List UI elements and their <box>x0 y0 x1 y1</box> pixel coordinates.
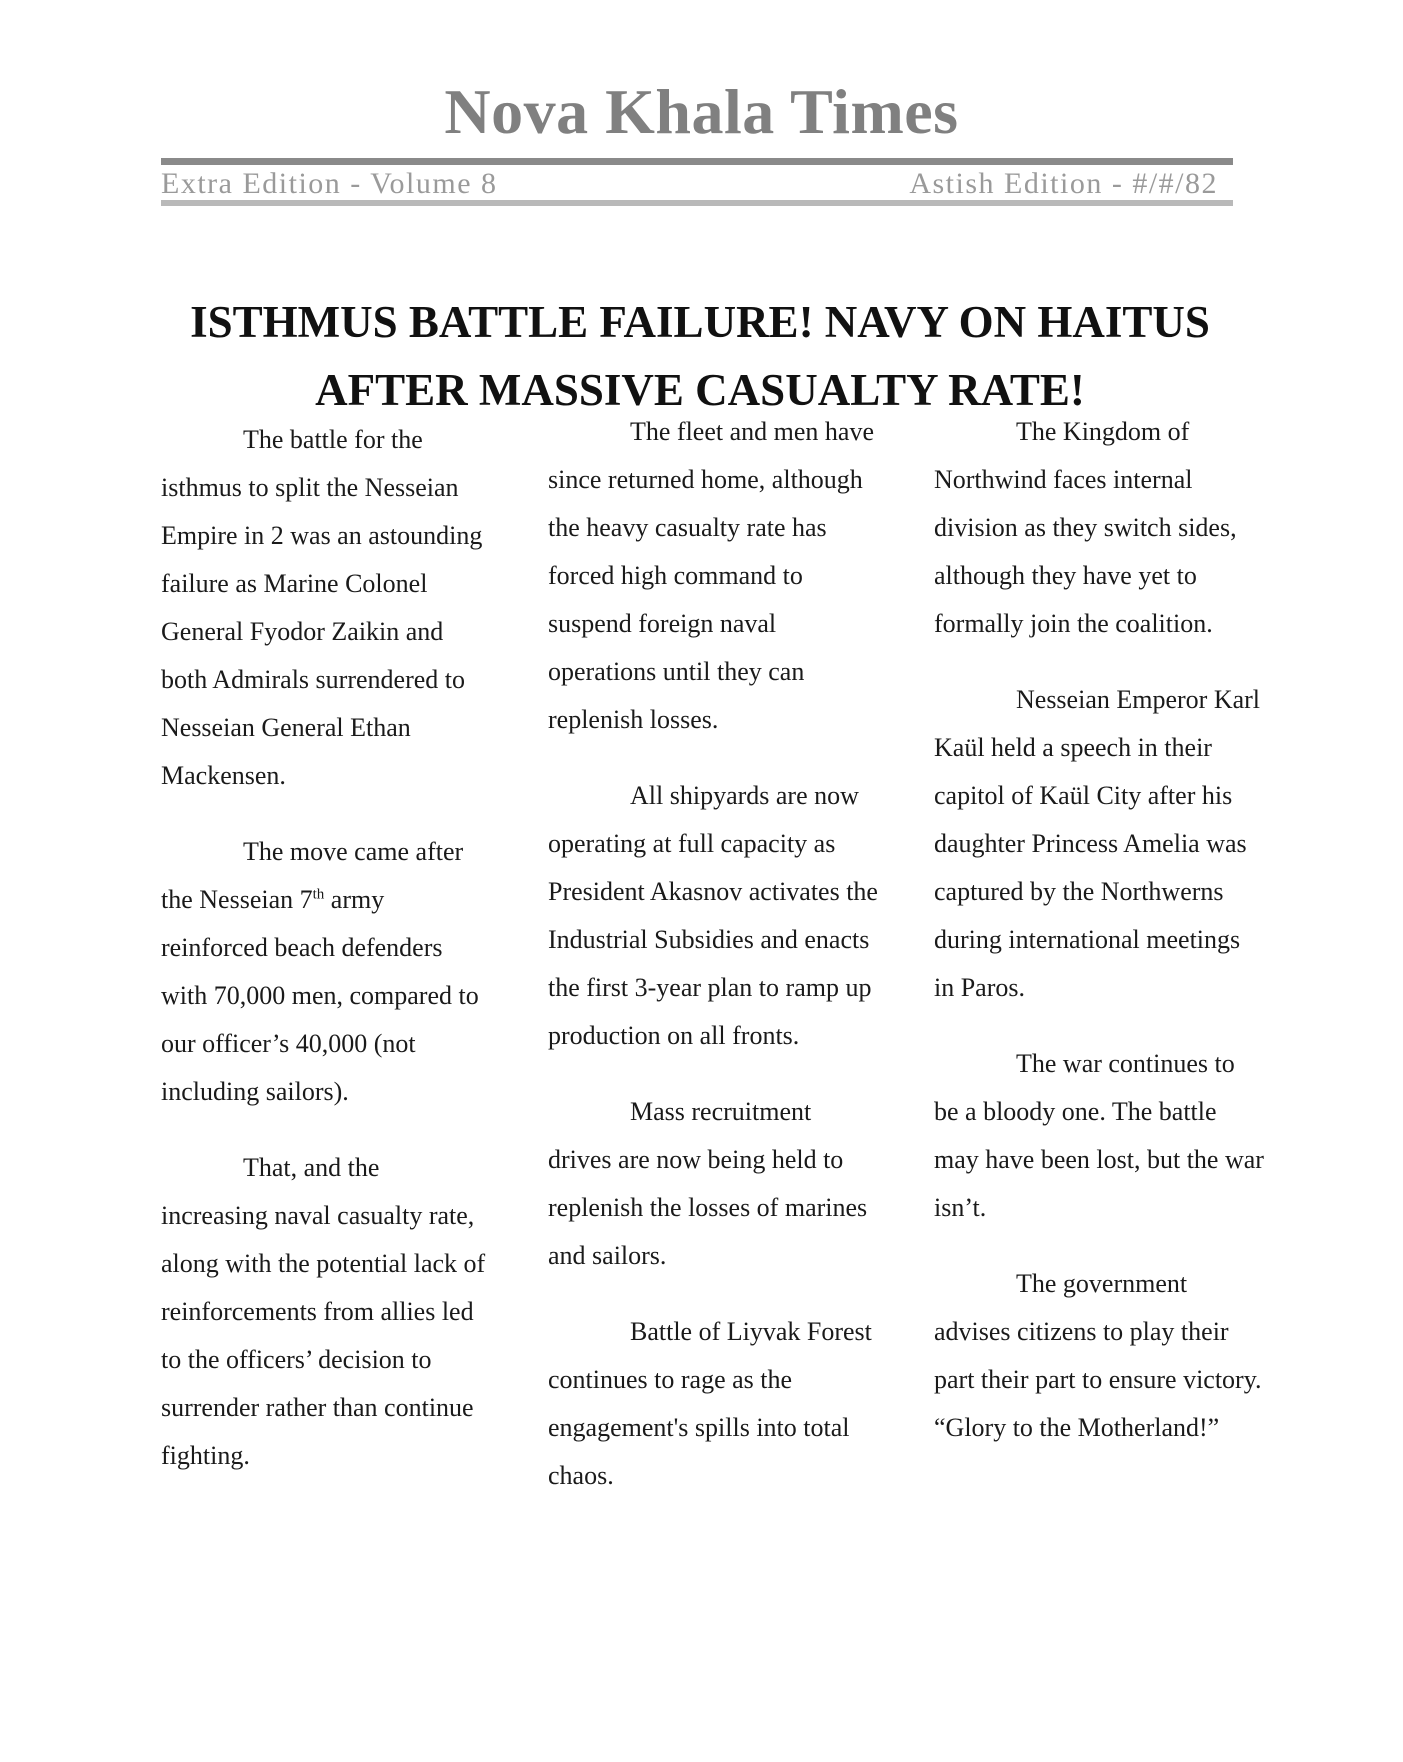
masthead-title: Nova Khala Times <box>444 76 959 147</box>
masthead-rule-bottom <box>161 200 1233 206</box>
article-paragraph: The war continues to be a bloody one. The battle may have been lost, but the war isn’t. <box>934 1049 1264 1222</box>
article-column-1 <box>161 416 491 1480</box>
article-paragraph: The government advises citizens to play their part their part to ensure victory. “Glory to the Motherland!” <box>934 1269 1262 1442</box>
article-paragraph: Mass recruitment drives are now being held to replenish the losses of marines and sailors. <box>548 1097 868 1270</box>
paragraph-text: The move came after the Nesseian 7 <box>161 837 464 914</box>
article-paragraph: That, and the increasing naval casualty rate, along with the potential lack of reinforcements from allies led to the officers’ decision to surrender rather than continue fighting. <box>161 1153 486 1470</box>
paragraph-text: army reinforced beach defenders with 70,000 men, compared to our officer’s 40,000 (not including sailors). <box>161 885 479 1106</box>
article-paragraph: The battle for the isthmus to split the Nesseian Empire in 2 was an astounding failure as Marine Colonel General Fyodor Zaikin and both Admirals surrendered to Nesseian General Ethan Mackensen. <box>161 425 483 790</box>
article-paragraph: Battle of Liyvak Forest continues to rage as the engagement's spills into total chaos. <box>548 1317 872 1490</box>
ordinal-superscript: th <box>312 886 325 903</box>
article-paragraph: All shipyards are now operating at full capacity as President Akasnov activates the Industrial Subsidies and enacts the first 3-year plan to ramp up production on all fronts. <box>548 781 878 1050</box>
article-column-3 <box>934 408 1264 1452</box>
edition-left: Extra Edition - Volume 8 <box>161 167 498 200</box>
article-column-2 <box>548 408 878 1500</box>
article-paragraph <box>161 828 491 1116</box>
headline-line-1: ISTHMUS BATTLE FAILURE! NAVY ON HAITUS <box>190 297 1210 348</box>
article-paragraph: The fleet and men have since returned home, although the heavy casualty rate has forced high command to suspend foreign naval operations until they can replenish losses. <box>548 417 874 734</box>
edition-right: Astish Edition - #/#/82 <box>909 167 1218 200</box>
headline <box>150 288 1250 424</box>
edition-row <box>161 167 1233 203</box>
article-paragraph: The Kingdom of Northwind faces internal division as they switch sides, although they have yet to formally join the coalition. <box>934 417 1237 638</box>
article-paragraph: Nesseian Emperor Karl Kaül held a speech in their capitol of Kaül City after his daughter Princess Amelia was captured by the Northwerns during international meetings in Paros. <box>934 685 1261 1002</box>
masthead-rule-top <box>161 158 1233 165</box>
headline-line-2: AFTER MASSIVE CASUALTY RATE! <box>315 365 1085 416</box>
